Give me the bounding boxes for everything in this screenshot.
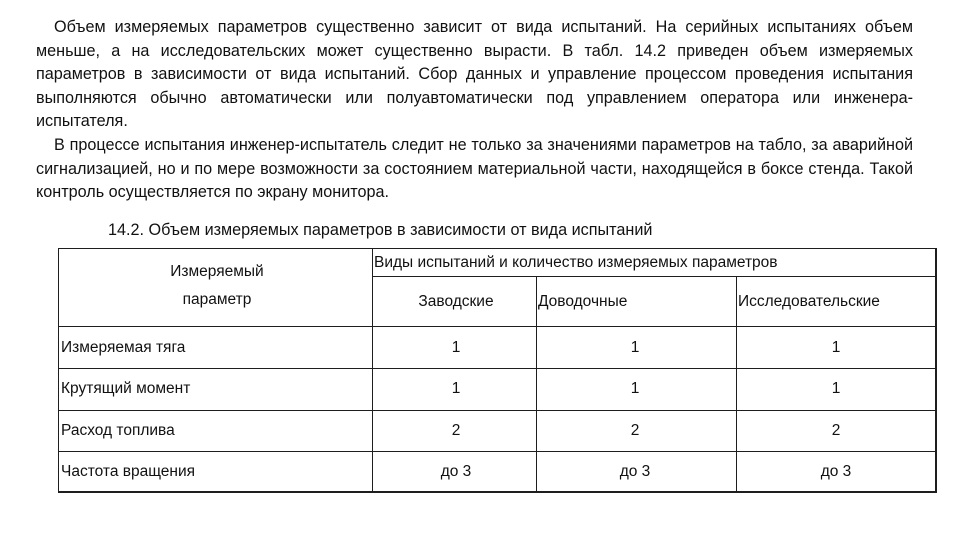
row-param: Крутящий момент <box>61 380 191 397</box>
row-divider <box>58 410 936 411</box>
row-value-development: 1 <box>630 380 640 397</box>
row-value-development: до 3 <box>619 463 651 480</box>
column-header-research: Исследовательские <box>738 293 880 310</box>
header-param-line1: Измеряемый <box>170 263 264 280</box>
table-caption: 14.2. Объем измеряемых параметров в зависимости от вида испытаний <box>108 221 653 239</box>
param-column-divider <box>372 248 373 492</box>
row-param: Частота вращения <box>61 463 196 480</box>
header-group-title: Виды испытаний и количество измеряемых параметров <box>374 254 778 271</box>
row-param: Расход топлива <box>61 422 175 439</box>
column-header-factory: Заводские <box>418 293 494 310</box>
paragraph-1: Объем измеряемых параметров существенно зависит от вида испытаний. На серийных испытаниях объем меньше, а на исследовательских может существенно вырасти. В табл. 14.2 приведен объем измеряемых параметров в зависимости от вида испытаний. Сбор данных и управление процессом проведения испытания выполняются обычно автоматически или полуавтоматически под управлением оператора или инженера-испытателя. <box>36 18 913 131</box>
row-param: Измеряемая тяга <box>61 339 186 356</box>
column-header-development: Доводочные <box>538 293 628 310</box>
row-value-factory: до 3 <box>440 463 472 480</box>
parameters-table <box>58 248 936 492</box>
row-value-factory: 1 <box>451 339 461 356</box>
header-bottom-divider <box>58 326 936 327</box>
header-param-line2: параметр <box>182 291 252 308</box>
row-value-research: 2 <box>831 422 841 439</box>
row-value-research: 1 <box>831 380 841 397</box>
row-value-research: до 3 <box>820 463 852 480</box>
row-value-development: 2 <box>630 422 640 439</box>
row-divider <box>58 451 936 452</box>
body-text <box>36 16 913 205</box>
column-divider <box>536 276 537 492</box>
table-border <box>58 248 937 493</box>
row-value-research: 1 <box>831 339 841 356</box>
row-divider <box>58 368 936 369</box>
header-group-divider <box>372 276 936 277</box>
row-value-factory: 1 <box>451 380 461 397</box>
row-value-development: 1 <box>630 339 640 356</box>
row-value-factory: 2 <box>451 422 461 439</box>
column-divider <box>736 276 737 492</box>
paragraph-2: В процессе испытания инженер-испытатель следит не только за значениями параметров на табло, за аварийной сигнализацией, но и по мере возможности за состоянием материальной части, находящейся в боксе стенда. Такой контроль осуществляется по экрану монитора. <box>36 135 913 202</box>
